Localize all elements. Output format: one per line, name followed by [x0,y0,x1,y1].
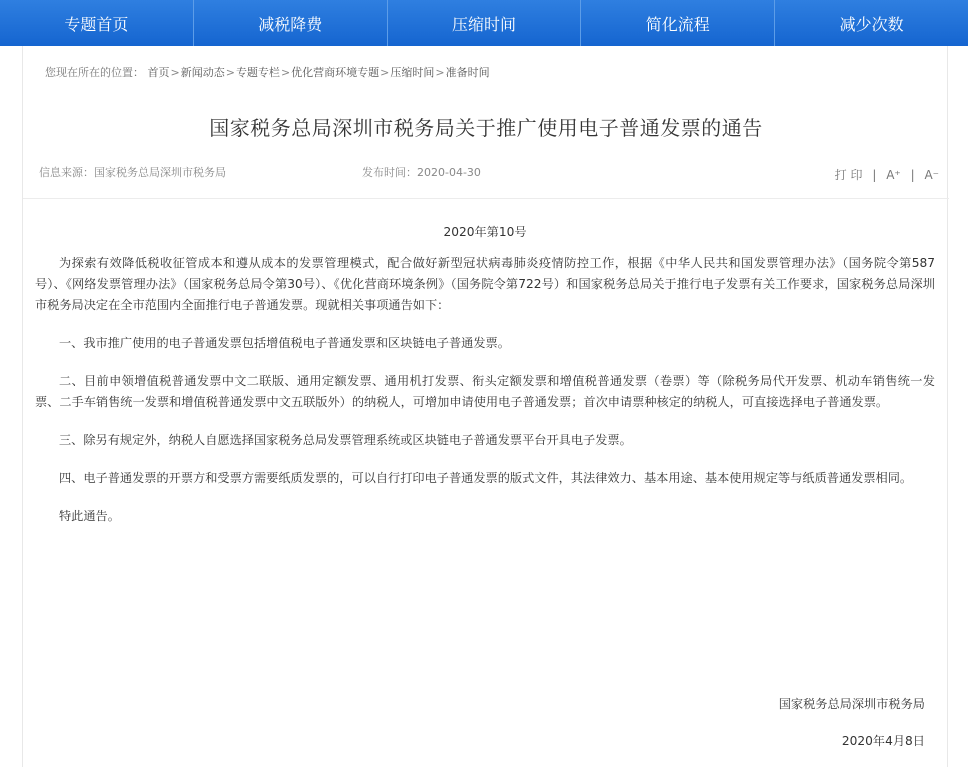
breadcrumb-link-compress-time[interactable]: 压缩时间 [390,66,435,79]
article-meta [39,162,939,182]
print-button[interactable]: 打 印 [834,168,863,182]
breadcrumb-link-business-env[interactable]: 优化营商环境专题 [291,66,380,79]
nav-item-compress-time[interactable]: 压缩时间 [388,0,582,46]
breadcrumb-link-special[interactable]: 专题专栏 [235,66,280,79]
nav-item-reduce-visits[interactable]: 减少次数 [839,14,904,34]
font-larger-button[interactable]: A⁺ [886,168,901,182]
tools-divider: | [872,168,877,182]
article-page [22,46,948,767]
breadcrumb-separator: > [280,66,291,79]
publish-date: 发布时间：2020-04-30 [362,166,481,179]
nav-item-home[interactable]: 专题首页 [0,0,194,46]
breadcrumb-separator: > [170,66,180,79]
sign-date: 2020年4月8日 [841,734,925,748]
paragraph-4: 四、电子普通发票的开票方和受票方需要纸质发票的，可以自行打印电子普通发票的版式文件，其法律效力、基本用途、基本使用规定等与纸质普通发票相同。 [59,471,913,485]
divider [23,198,949,199]
top-nav [0,0,968,46]
breadcrumb-prefix: 您现在所在的位置： [45,66,144,79]
nav-item-tax-reduction[interactable]: 减税降费 [194,0,388,46]
breadcrumb-link-home[interactable]: 首页 [147,66,170,79]
breadcrumb-separator: > [225,66,235,79]
article-tools [835,166,939,183]
nav-item-simplify-process[interactable]: 简化流程 [581,0,775,46]
paragraph-2: 二、目前申领增值税普通发票中文二联版、通用定额发票、通用机打发票、衔头定额发票和增值税普通发票（卷票）等（除税务局代开发票、机动车销售统一发票、二手车销售统一发票和增值税普通发票中文五联版外）的纳税人，可增加申请使用电子普通发票；首次申请票种核定的纳税人，可直接选择电子普通发票。 [35,374,935,409]
signature: 国家税务总局深圳市税务局 [778,697,925,711]
breadcrumb-separator: > [435,66,445,79]
breadcrumb-link-news[interactable]: 新闻动态 [180,66,225,79]
paragraph-closing: 特此通告。 [59,509,120,523]
tools-divider: | [910,168,915,182]
article-body [35,222,935,544]
breadcrumb-link-prep-time[interactable]: 准备时间 [445,66,490,79]
breadcrumb-separator: > [380,66,390,79]
document-number: 2020年第10号 [443,225,527,239]
breadcrumb [45,64,490,80]
paragraph-1: 一、我市推广使用的电子普通发票包括增值税电子普通发票和区块链电子普通发票。 [59,336,510,350]
paragraph-intro: 为探索有效降低税收征管成本和遵从成本的发票管理模式，配合做好新型冠状病毒肺炎疫情防控工作，根据《中华人民共和国发票管理办法》（国务院令第587号）、《网络发票管理办法》（国家税务总局令第30号）、《优化营商环境条例》（国务院令第722号）和国家税务总局关于推行电子发票有关工作要求，国家税务总局深圳市税务局决定在全市范围内全面推行电子普通发票。现就相关事项通告如下： [35,256,935,312]
page-title: 国家税务总局深圳市税务局关于推广使用电子普通发票的通告 [209,116,763,140]
paragraph-3: 三、除另有规定外，纳税人自愿选择国家税务总局发票管理系统或区块链电子普通发票平台开具电子发票。 [59,433,632,447]
font-smaller-button[interactable]: A⁻ [924,168,939,182]
info-source: 信息来源：国家税务总局深圳市税务局 [39,166,226,179]
